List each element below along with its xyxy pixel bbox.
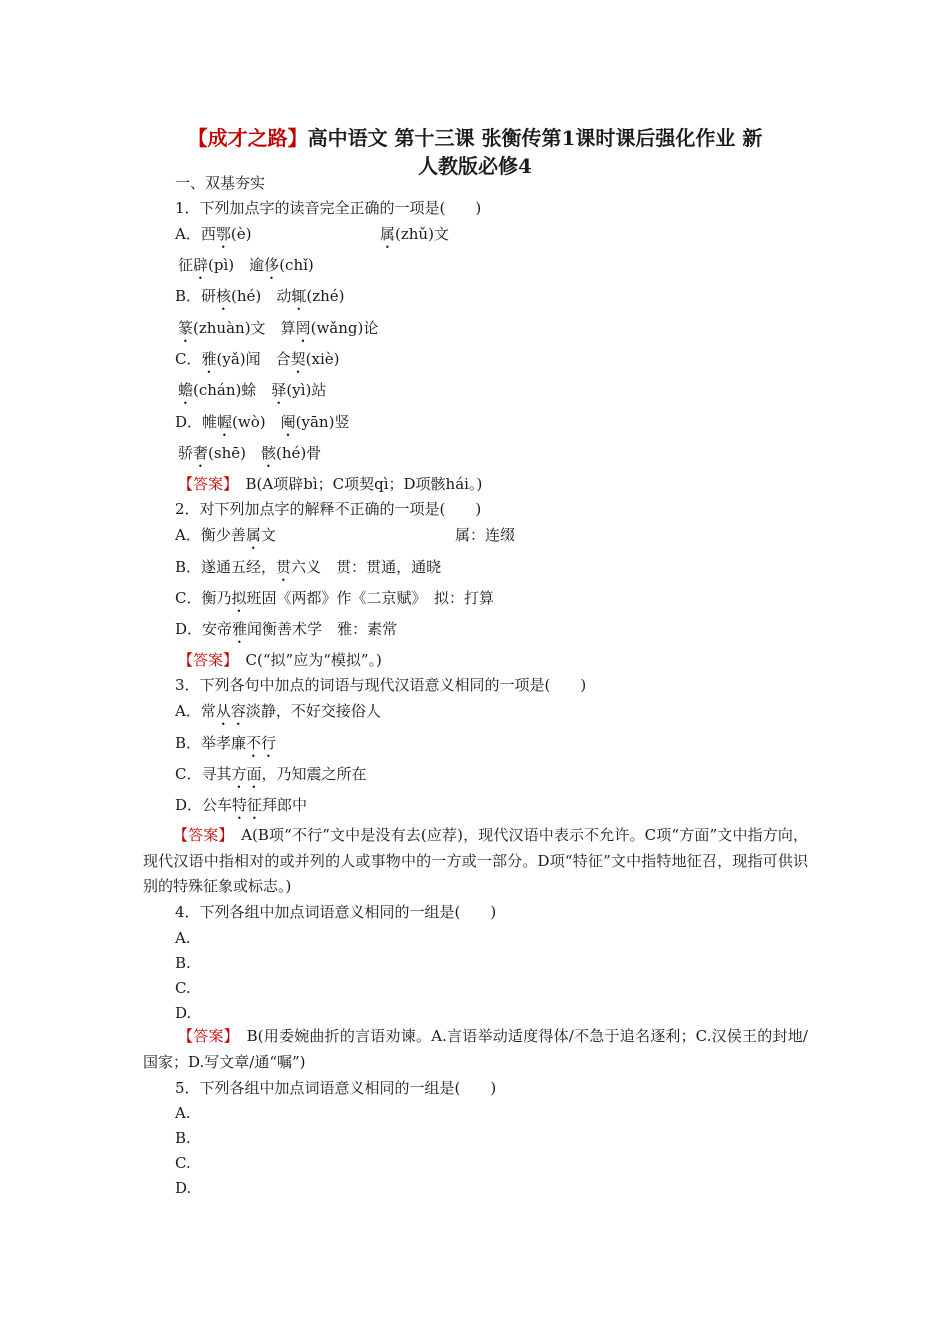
q2-option-d: D．安帝雅闻衡善术学 雅：素常 — [175, 620, 398, 638]
q4-option: A. — [175, 929, 191, 947]
q1-option-d-line1: D．帷幄(wò) 阉(yān)竖 — [175, 413, 350, 431]
q2-option-a: A．衡少善属文 — [175, 526, 276, 544]
q1-option-a-item2: 属(zhǔ)文 — [380, 225, 449, 243]
q2-answer: 【答案】 C(“拟”应为“模拟”。) — [178, 651, 382, 669]
answer-label: 【答案】 — [178, 475, 231, 493]
q5-option: A. — [175, 1104, 191, 1122]
title-source-tag: 【成才之路】 — [187, 126, 308, 150]
q3-stem: 3．下列各句中加点的词语与现代汉语意义相同的一项是( ) — [175, 676, 587, 694]
q1-option-b-line2: 篆(zhuàn)文 算罔(wǎng)论 — [178, 319, 379, 337]
q2-stem: 2．对下列加点字的解释不正确的一项是( ) — [175, 500, 482, 518]
q3-option-d: D．公车特征拜郎中 — [175, 796, 308, 814]
title-text: 高中语文 第十三课 张衡传第1课时课后强化作业 新 — [307, 126, 763, 150]
q1-option-c-line2: 蟾(chán)蜍 驿(yì)站 — [178, 381, 327, 399]
q1-answer: 【答案】 B(A项辟bì；C项契qì；D项骸hái。) — [178, 475, 483, 493]
q1-option-b-line1: B．研核(hé) 动辄(zhé) — [175, 287, 345, 305]
document-title — [140, 124, 810, 180]
q1-option-a-line2: 征辟(pì) 逾侈(chǐ) — [178, 256, 314, 274]
q4-answer: 【答案】 B(用委婉曲折的言语劝谏。A.言语举动适度得体/不急于追名逐利；C.汉侯王的封地/国家；D.写文章/通“嘱”) — [143, 1027, 808, 1071]
q2-option-a-gloss: 属：连缀 — [455, 526, 516, 544]
q3-option-a: A．常从容淡静，不好交接俗人 — [175, 702, 381, 720]
title-line-2: 人教版必修4 — [418, 154, 532, 178]
q5-option: B. — [175, 1129, 191, 1147]
section-heading: 一、双基夯实 — [175, 174, 266, 192]
q5-option: D. — [175, 1179, 192, 1197]
q5-stem: 5．下列各组中加点词语意义相同的一组是( ) — [175, 1079, 497, 1097]
q3-option-b: B．举孝廉不行 — [175, 734, 277, 752]
q1-option-d-line2: 骄奢(shē) 骸(hé)骨 — [178, 444, 322, 462]
q2-option-b: B．遂通五经，贯六义 贯：贯通，通晓 — [175, 558, 442, 576]
q4-option: C. — [175, 979, 191, 997]
q3-answer: 【答案】 A(B项“不行”文中是没有去(应荐)，现代汉语中表示不允许。C项“方面”文中指方向，现代汉语中指相对的或并列的人或事物中的一方或一部分。D项“特征”文中指特地征召，现指可供识别的特殊征象或标志。) — [143, 826, 808, 895]
q5-option: C. — [175, 1154, 191, 1172]
q3-option-c: C．寻其方面，乃知震之所在 — [175, 765, 367, 783]
q4-option: D. — [175, 1004, 192, 1022]
q1-option-c-line1: C．雅(yǎ)闻 合契(xiè) — [175, 350, 340, 368]
q1-stem: 1．下列加点字的读音完全正确的一项是( ) — [175, 199, 482, 217]
q2-option-c: C．衡乃拟班固《两都》作《二京赋》 拟：打算 — [175, 589, 495, 607]
q4-option: B. — [175, 954, 191, 972]
title-line-1 — [140, 124, 810, 152]
q1-option-a-line1: A．西鄂(è) — [175, 225, 252, 243]
q4-stem: 4．下列各组中加点词语意义相同的一组是( ) — [175, 903, 497, 921]
